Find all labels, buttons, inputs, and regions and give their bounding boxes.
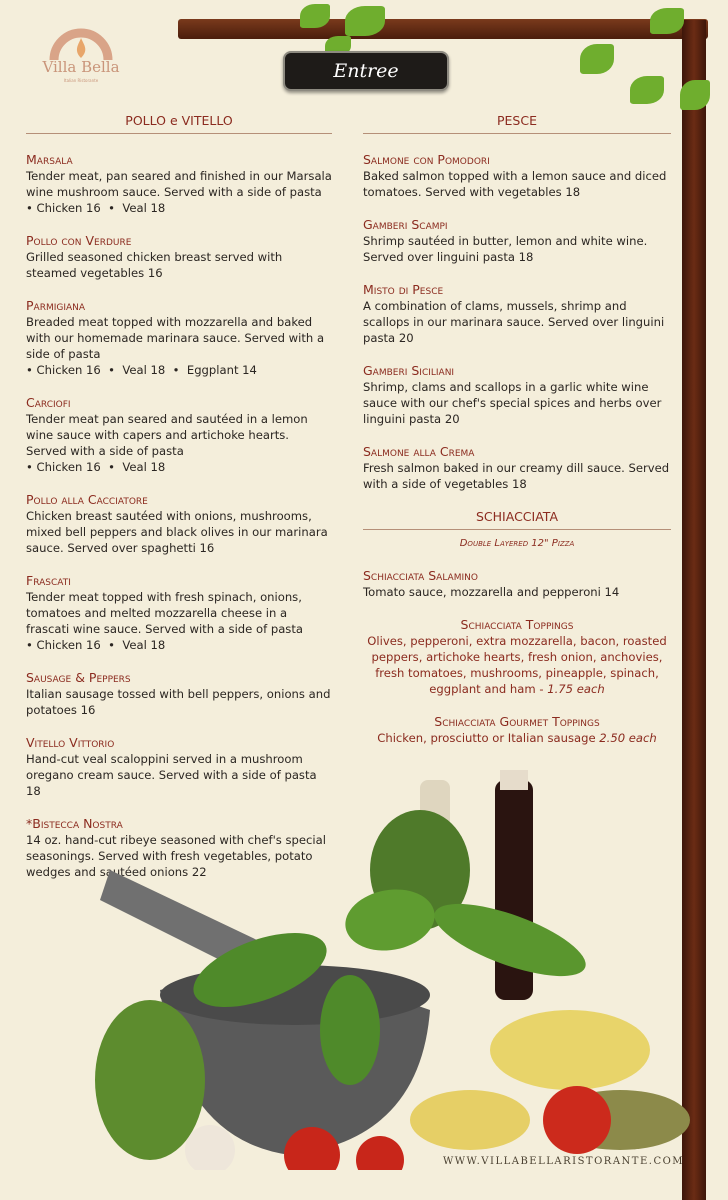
menu-item (26, 298, 332, 378)
item-description: Grilled seasoned chicken breast served with steamed vegetables 16 (26, 250, 283, 280)
item-description: Baked salmon topped with a lemon sauce and diced tomatoes. Served with vegetables 18 (363, 169, 667, 199)
gourmet-toppings-list (363, 714, 671, 746)
item-name: Salmone con Pomodori (363, 152, 490, 167)
item-description: Shrimp, clams and scallops in a garlic white wine sauce with our chef's special spices and herbs over linguini pasta 20 (363, 380, 662, 426)
grape-leaf-icon (580, 44, 614, 74)
item-price: 1.75 each (547, 682, 605, 696)
wooden-beam (178, 19, 708, 39)
section-sign: Entree (283, 51, 449, 91)
item-name: Misto di Pesce (363, 282, 444, 297)
menu-item (26, 573, 332, 653)
grape-leaf-icon (345, 6, 385, 36)
item-description: Chicken breast sautéed with onions, mushrooms, mixed bell peppers and black olives in our marinara sauce. Served over spaghetti 16 (26, 509, 328, 555)
item-name: Gamberi Siciliani (363, 363, 455, 378)
item-name: Sausage & Peppers (26, 670, 131, 685)
item-options: • Chicken 16 • Veal 18 (26, 638, 166, 652)
item-description: A combination of clams, mussels, shrimp and scallops in our marinara sauce. Served over linguini pasta 20 (363, 299, 665, 345)
item-description: Hand-cut veal scaloppini served in a mushroom oregano cream sauce. Served with a side of pasta 18 (26, 752, 317, 798)
pizza-subtitle: Double Layered 12" Pizza (459, 538, 575, 549)
item-description: Fresh salmon baked in our creamy dill sauce. Served with a side of vegetables 18 (363, 461, 670, 491)
item-description: Italian sausage tossed with bell peppers, onions and potatoes 16 (26, 687, 331, 717)
item-description: Olives, pepperoni, extra mozzarella, bacon, roasted peppers, artichoke hearts, fresh onion, anchovies, fresh tomatoes, mushrooms, pineapple, spinach, eggplant and ham - (367, 634, 667, 696)
menu-item (26, 152, 332, 216)
grape-leaf-icon (630, 76, 664, 104)
item-description: Tender meat topped with fresh spinach, onions, tomatoes and melted mozzarella cheese in a frascati wine sauce. Served with a side of pasta (26, 590, 303, 636)
item-description: Tomato sauce, mozzarella and pepperoni 14 (363, 585, 620, 599)
pesce-column (363, 113, 671, 763)
item-name: Parmigiana (26, 298, 86, 313)
item-description: Chicken, prosciutto or Italian sausage (377, 731, 600, 745)
grape-leaf-icon (680, 80, 710, 110)
item-name: Schiacciata Gourmet Toppings (434, 714, 600, 729)
toppings-list (363, 617, 671, 697)
section-heading: PESCE (363, 113, 671, 134)
menu-item (363, 217, 671, 265)
item-name: Frascati (26, 573, 71, 588)
item-options: • Chicken 16 • Veal 18 (26, 460, 166, 474)
grape-leaf-icon (300, 4, 330, 28)
item-name: *Bistecca Nostra (26, 816, 123, 831)
food-illustration (90, 760, 690, 1170)
section-heading: SCHIACCIATA (363, 509, 671, 530)
menu-item (363, 282, 671, 346)
item-description: 14 oz. hand-cut ribeye seasoned with chef's special seasonings. Served with fresh vegetables, potato wedges and sautéed onions 22 (26, 833, 326, 879)
menu-item (26, 492, 332, 556)
section-heading: POLLO e VITELLO (26, 113, 332, 134)
item-name: Salmone alla Crema (363, 444, 475, 459)
item-name: Vitello Vittorio (26, 735, 115, 750)
item-name: Carciofi (26, 395, 71, 410)
item-name: Pollo con Verdure (26, 233, 132, 248)
item-description: Tender meat pan seared and sautéed in a lemon wine sauce with capers and artichoke hearts. Served with a side of pasta (26, 412, 308, 458)
item-name: Schiacciata Salamino (363, 568, 478, 583)
logo-tagline: Italian Ristorante (63, 78, 99, 83)
menu-item (363, 444, 671, 492)
item-description: Tender meat, pan seared and finished in our Marsala wine mushroom sauce. Served with a side of pasta (26, 169, 332, 199)
item-description: Shrimp sautéed in butter, lemon and white wine. Served over linguini pasta 18 (363, 234, 648, 264)
menu-item (363, 363, 671, 427)
oven-arch-icon (36, 16, 126, 62)
menu-item (26, 670, 332, 718)
menu-item (363, 568, 671, 600)
logo-name: Villa Bella (42, 58, 120, 76)
website-url: WWW.VILLABELLARISTORANTE.COM (443, 1156, 685, 1167)
villa-bella-logo (36, 16, 126, 86)
menu-item (26, 395, 332, 475)
menu-item (363, 152, 671, 200)
item-options: • Chicken 16 • Veal 18 • Eggplant 14 (26, 363, 257, 377)
item-name: Marsala (26, 152, 73, 167)
grape-leaf-icon (650, 8, 684, 34)
item-name: Gamberi Scampi (363, 217, 448, 232)
item-options: • Chicken 16 • Veal 18 (26, 201, 166, 215)
item-description: Breaded meat topped with mozzarella and baked with our homemade marinara sauce. Served with a side of pasta (26, 315, 325, 361)
menu-item (26, 233, 332, 281)
item-name: Schiacciata Toppings (460, 617, 574, 632)
item-price: 2.50 each (599, 731, 657, 745)
item-name: Pollo alla Cacciatore (26, 492, 148, 507)
